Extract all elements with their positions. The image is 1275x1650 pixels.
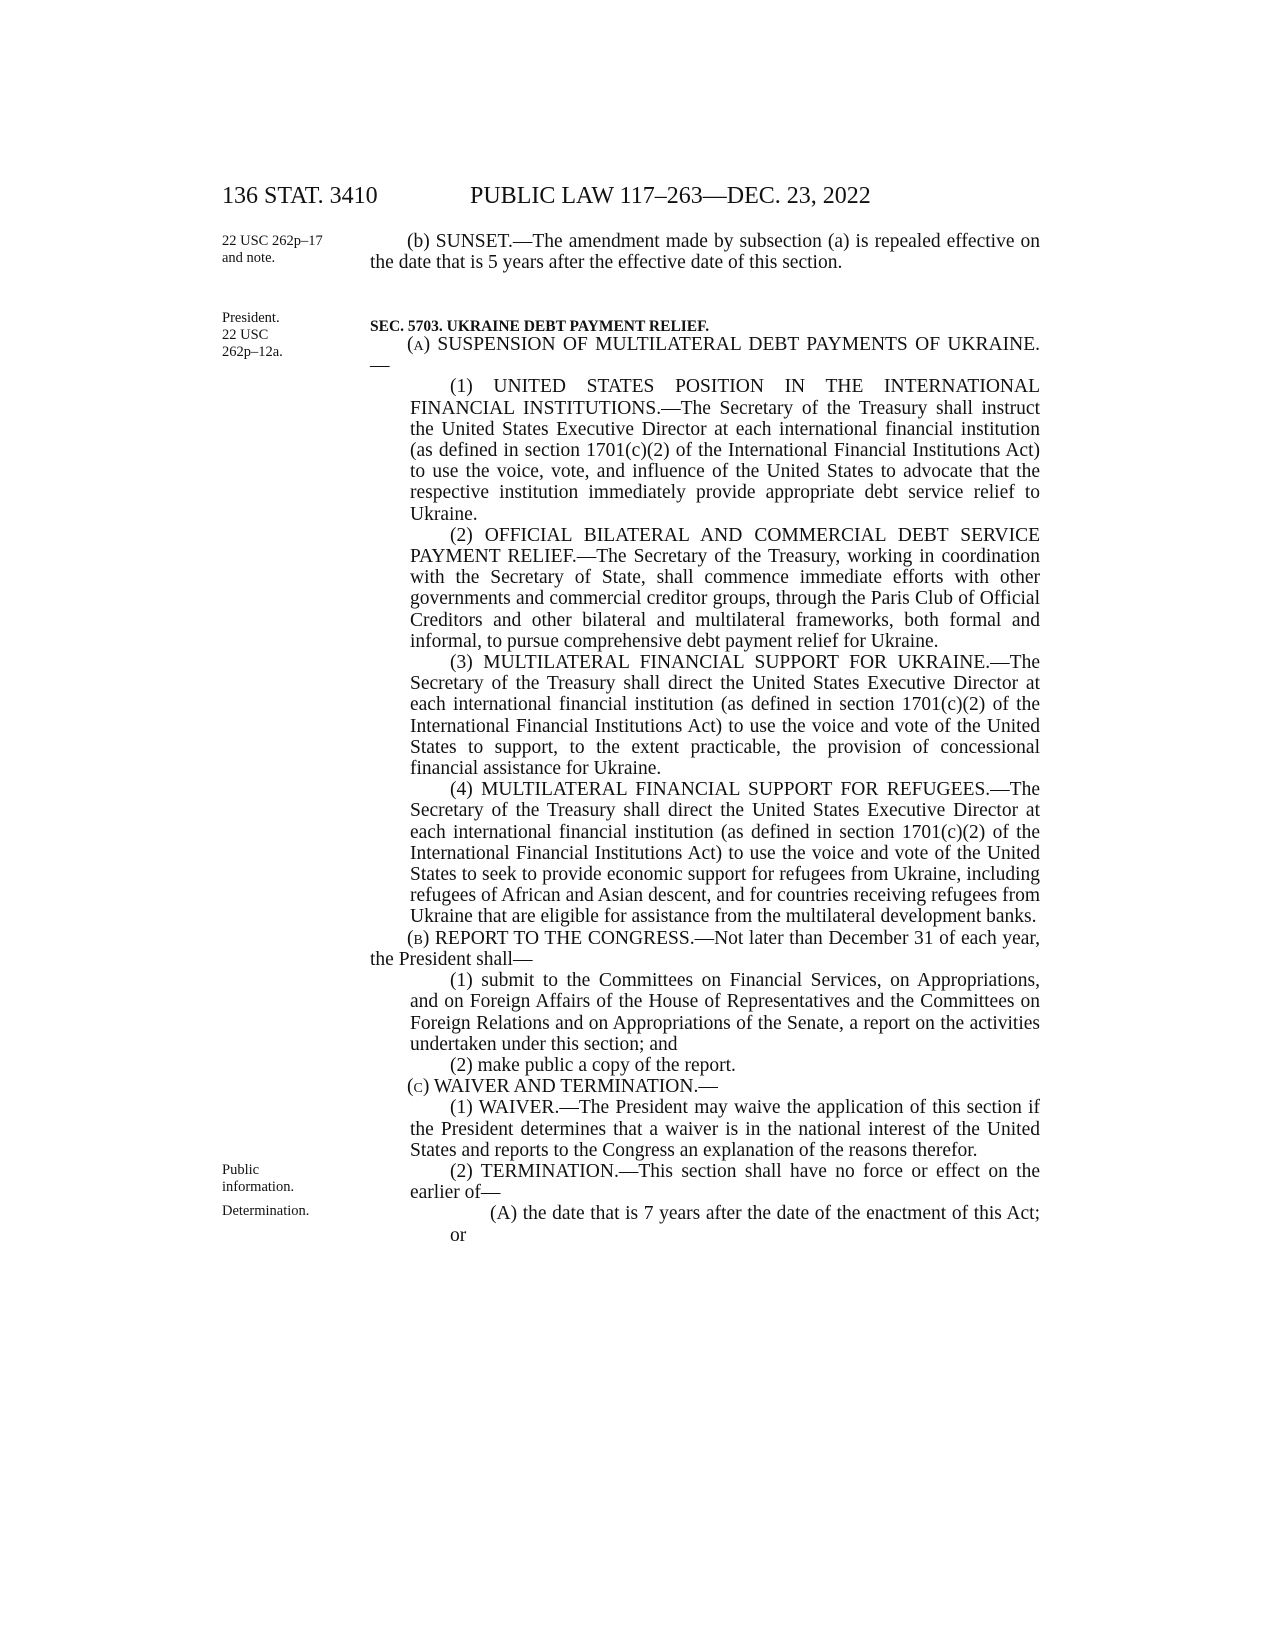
sunset-label: (b) SUNSET. [407,231,513,252]
margin-note-determination: Determination. [222,1203,310,1219]
sunset-subsection [370,231,1040,273]
subsection-b: (b) REPORT TO THE CONGRESS.—Not later than December 31 of each year, the President shall— [370,927,1040,970]
section-body [370,334,1040,1246]
subsection-a-label: (a) SUSPENSION OF MULTILATERAL DEBT PAYMENTS OF UKRAINE. [407,334,1040,355]
subsection-a: (a) SUSPENSION OF MULTILATERAL DEBT PAYMENTS OF UKRAINE.— [370,334,1040,377]
margin-note-public-information: Public information. [222,1162,295,1195]
paragraph-a1: (1) UNITED STATES POSITION IN THE INTERNATIONAL FINANCIAL INSTITUTIONS.—The Secretary of the Treasury shall instruct the United States Executive Director at each international financial institution (as defined in section 1701(c)(2) of the International Financial Institutions Act) to use the voice, vote, and influence of the United States to advocate that the respective institution immediately provide appropriate debt service relief to Ukraine. [410,376,1040,525]
paragraph-c2A: (A) the date that is 7 years after the date of the enactment of this Act; or [450,1203,1040,1246]
subsection-c: (c) WAIVER AND TERMINATION.— [407,1076,718,1098]
paragraph-a3: (3) MULTILATERAL FINANCIAL SUPPORT FOR UKRAINE.—The Secretary of the Treasury shall direct the United States Executive Director at each international financial institution (as defined in section 1701(c)(2) of the International Financial Institutions Act) to use the voice and vote of the United States to support, to the extent practicable, the provision of concessional financial assistance for Ukraine. [410,652,1040,780]
running-header [222,183,922,213]
paragraph-a4: (4) MULTILATERAL FINANCIAL SUPPORT FOR REFUGEES.—The Secretary of the Treasury shall direct the United States Executive Director at each international financial institution (as defined in section 1701(c)(2) of the International Financial Institutions Act) to use the voice and vote of the United States to seek to provide economic support for refugees from Ukraine, including refugees of African and Asian descent, and for countries receiving refugees from Ukraine that are eligible for assistance from the multilateral development banks. [410,779,1040,928]
margin-note-president: President. 22 USC 262p–12a. [222,310,283,360]
paragraph-b1: (1) submit to the Committees on Financial Services, on Appropriations, and on Foreign Affairs of the House of Representatives and the Committees on Foreign Relations and on Appropriations of the Senate, a report on the activities undertaken under this section; and [410,970,1040,1055]
statute-page-number: 136 STAT. 3410 [222,183,378,209]
section-heading: SEC. 5703. UKRAINE DEBT PAYMENT RELIEF. [370,318,710,335]
paragraph-b2: (2) make public a copy of the report. [450,1054,736,1076]
sunset-text: —The amendment made by subsection (a) is repealed effective on the date that is 5 years after the effective date of this section. [370,231,1040,274]
public-law-title: PUBLIC LAW 117–263—DEC. 23, 2022 [470,183,871,209]
margin-note-usc-17: 22 USC 262p–17 and note. [222,233,323,266]
paragraph-c2: (2) TERMINATION.—This section shall have no force or effect on the earlier of— [410,1160,1040,1204]
paragraph-a2: (2) OFFICIAL BILATERAL AND COMMERCIAL DEBT SERVICE PAYMENT RELIEF.—The Secretary of the Treasury, working in coordination with the Secretary of State, shall commence immediate efforts with other governments and commercial creditor groups, through the Paris Club of Official Creditors and other bilateral and multilateral frameworks, both formal and informal, to pursue comprehensive debt payment relief for Ukraine. [410,524,1041,652]
paragraph-c1: (1) WAIVER.—The President may waive the application of this section if the President determines that a waiver is in the national interest of the United States and reports to the Congress an explanation of the reasons therefor. [410,1097,1040,1161]
